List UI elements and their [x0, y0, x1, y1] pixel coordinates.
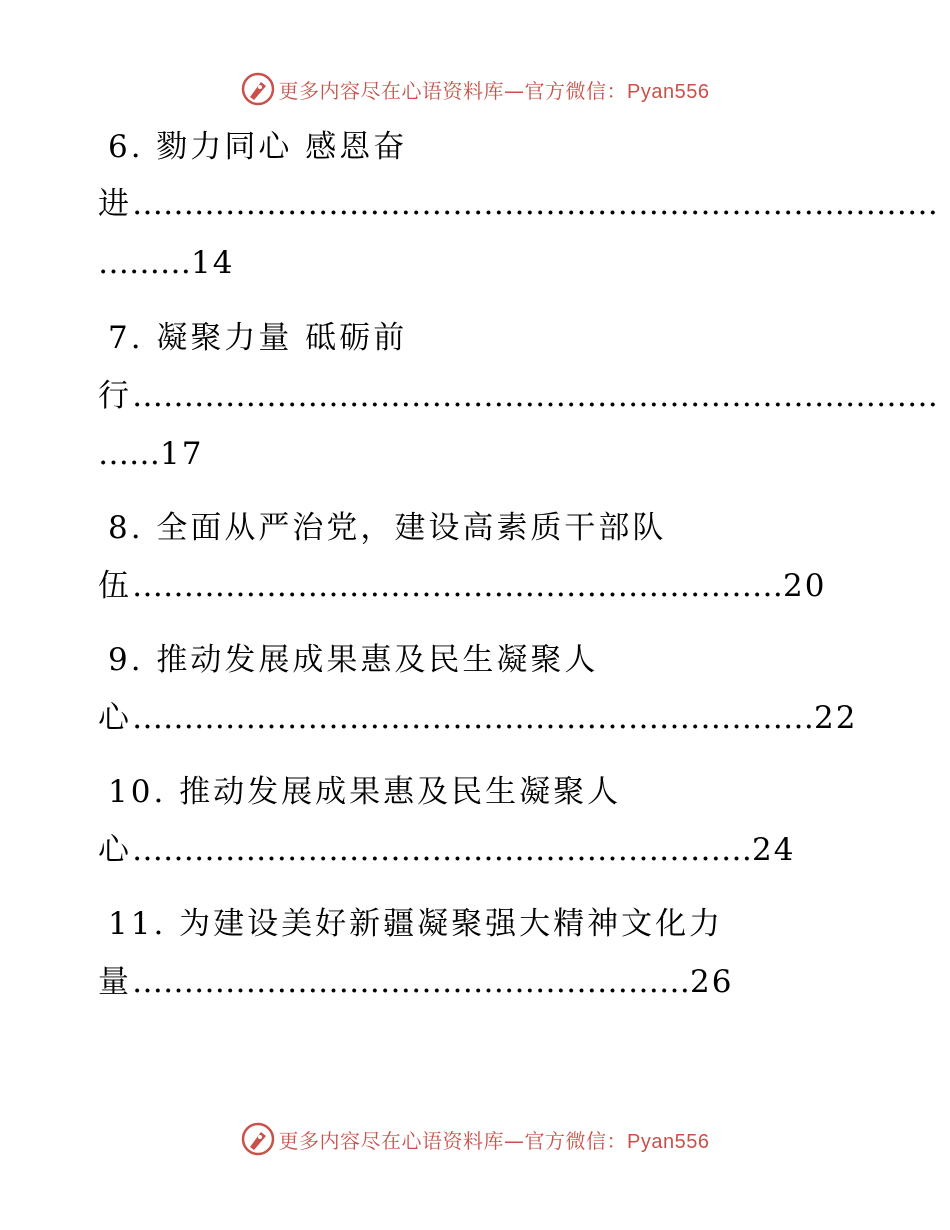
- toc-page-number: 22: [814, 700, 858, 736]
- footer-watermark: [0, 1122, 950, 1156]
- toc-entry-title: 9. 推动发展成果惠及民生凝聚人: [108, 642, 599, 678]
- toc-page-number: 17: [160, 436, 204, 472]
- toc-entry-title: 7. 凝聚力量 砥砺前: [108, 320, 408, 356]
- pen-nib-icon: [241, 1122, 275, 1156]
- pen-nib-icon: [241, 72, 275, 106]
- toc-page-number: 24: [752, 832, 796, 868]
- header-watermark: [0, 72, 950, 106]
- toc-entry-title: 6. 勠力同心 感恩奋: [108, 129, 408, 165]
- toc-entry-leader: 心……………………………………………………24: [98, 832, 796, 868]
- toc-page-number: 26: [690, 964, 734, 1000]
- toc-page-number: 14: [191, 245, 235, 281]
- toc-entry-title: 10. 推动发展成果惠及民生凝聚人: [108, 774, 622, 810]
- watermark-text: 更多内容尽在心语资料库—官方微信：Pyan556: [278, 78, 710, 103]
- toc-entry-leader: 心…………………………………………………………22: [98, 700, 858, 736]
- toc-entry-leader: 行……………………………………………………………………: [98, 378, 938, 414]
- toc-entry-leader: 伍………………………………………………………20: [98, 568, 827, 604]
- toc-entry-page-line: ……17: [98, 436, 204, 472]
- toc-page-number: 20: [783, 568, 827, 604]
- toc-entry-title: 11. 为建设美好新疆凝聚强大精神文化力: [108, 906, 724, 942]
- toc-entry-leader: 量………………………………………………26: [98, 964, 734, 1000]
- toc-entry-page-line: ………14: [98, 245, 235, 281]
- toc-entry-title: 8. 全面从严治党，建设高素质干部队: [108, 510, 667, 546]
- watermark-text: 更多内容尽在心语资料库—官方微信：Pyan556: [278, 1128, 710, 1153]
- toc-entry-leader: 进……………………………………………………………………: [98, 186, 938, 222]
